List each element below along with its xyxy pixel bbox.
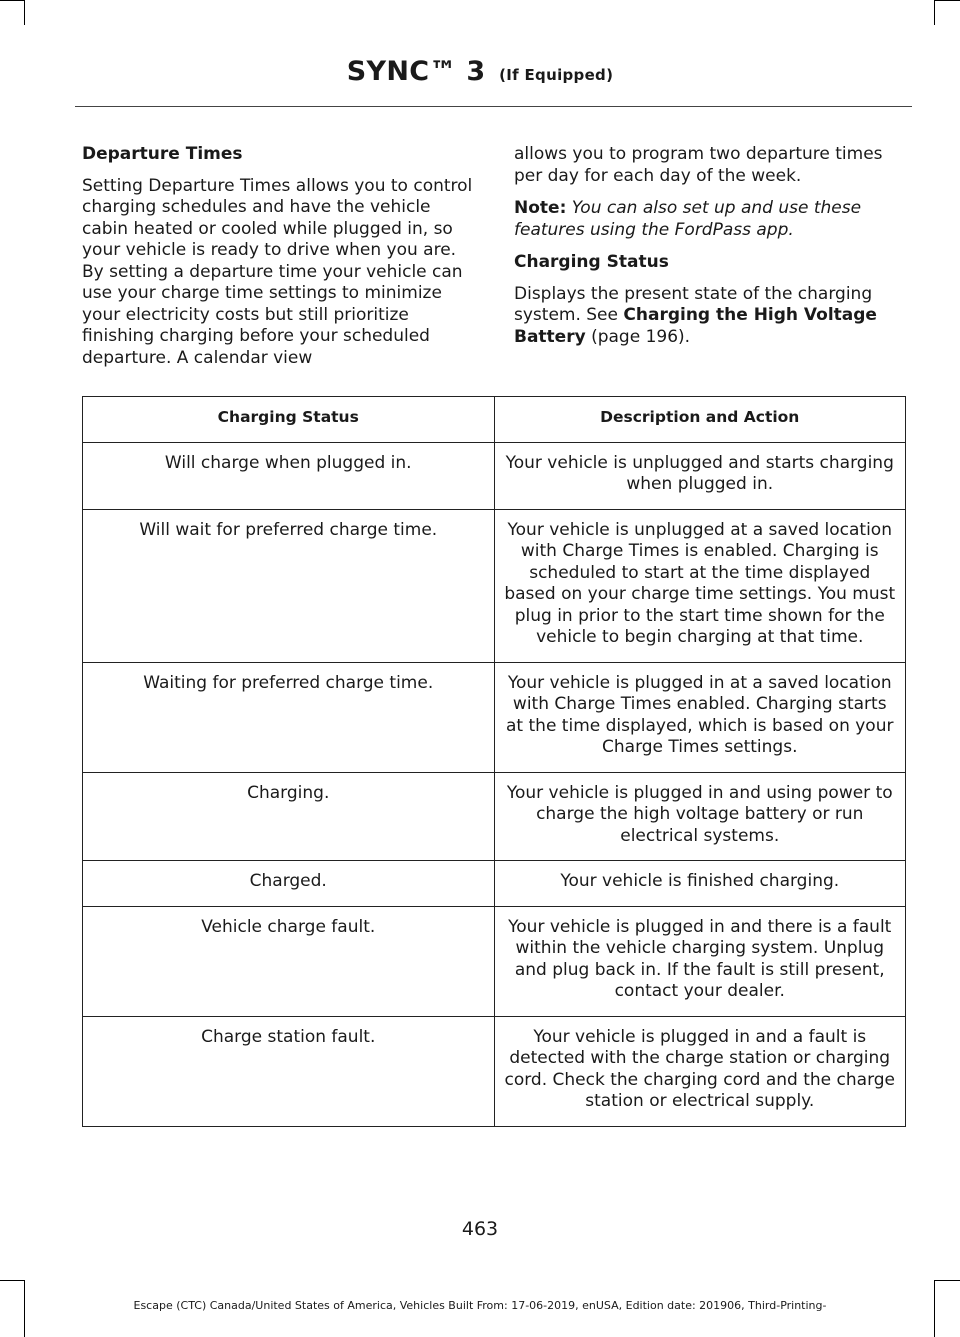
departure-times-continued: allows you to program two departure times per day for each day of the week.	[514, 144, 883, 186]
note	[514, 198, 909, 241]
description-cell: Your vehicle is unplugged at a saved location with Charge Times is enabled. Charging is scheduled to start at the time displayed based on your charge time settings. You must plug in prior to the start time shown for the vehicle to begin charging at that time.	[494, 509, 906, 662]
left-column	[82, 144, 477, 380]
page-number: 463	[461, 1218, 499, 1240]
status-cell: Vehicle charge fault.	[83, 906, 495, 1016]
column-header-charging-status: Charging Status	[83, 397, 495, 443]
description-cell: Your vehicle is finished charging.	[494, 861, 906, 907]
header-subtitle: (If Equipped)	[499, 66, 614, 84]
table-row	[83, 861, 906, 907]
description-cell: Your vehicle is plugged in at a saved location with Charge Times enabled. Charging starts at the time displayed, which is based on your Charge Times settings.	[494, 662, 906, 772]
table-row	[83, 1016, 906, 1126]
crop-mark	[934, 0, 935, 25]
crop-mark	[0, 0, 25, 1]
section-heading-charging-status: Charging Status	[514, 252, 669, 272]
page-reference: (page 196).	[591, 326, 691, 347]
table-row	[83, 662, 906, 772]
right-column	[514, 144, 909, 359]
table-row	[83, 772, 906, 861]
description-cell: Your vehicle is plugged in and a fault is detected with the charge station or charging cord. Check the charging cord and the charge station or electrical supply.	[494, 1016, 906, 1126]
description-cell: Your vehicle is plugged in and there is a fault within the vehicle charging system. Unplug and plug back in. If the fault is still present, contact your dealer.	[494, 906, 906, 1016]
note-label: Note:	[514, 198, 567, 218]
table-row	[83, 509, 906, 662]
table-header-row	[83, 397, 906, 443]
charging-status-text: Displays the present state of the charging system. See	[514, 283, 873, 325]
page-footer: Escape (CTC) Canada/United States of America, Vehicles Built From: 17-06-2019, enUSA, Edition date: 201906, Third-Printing-	[133, 1299, 827, 1312]
description-cell: Your vehicle is unplugged and starts charging when plugged in.	[494, 442, 906, 509]
page-header	[0, 56, 960, 87]
table-row	[83, 442, 906, 509]
charging-status-paragraph	[514, 284, 909, 349]
status-cell: Will wait for preferred charge time.	[83, 509, 495, 662]
crop-mark	[934, 1280, 960, 1281]
status-cell: Waiting for preferred charge time.	[83, 662, 495, 772]
status-cell: Charging.	[83, 772, 495, 861]
crop-mark	[934, 0, 960, 1]
description-cell: Your vehicle is plugged in and using power to charge the high voltage battery or run electrical systems.	[494, 772, 906, 861]
table-row	[83, 906, 906, 1016]
crop-mark	[0, 1280, 25, 1281]
section-heading-departure-times: Departure Times	[82, 144, 243, 164]
charging-hv-battery-link[interactable]: Charging the High Voltage Battery	[514, 305, 877, 347]
column-header-description: Description and Action	[494, 397, 906, 443]
status-cell: Will charge when plugged in.	[83, 442, 495, 509]
crop-mark	[24, 0, 25, 25]
header-title: SYNC™ 3	[346, 56, 486, 87]
status-cell: Charged.	[83, 861, 495, 907]
note-text: You can also set up and use these features using the FordPass app.	[514, 198, 862, 240]
status-cell: Charge station fault.	[83, 1016, 495, 1126]
departure-times-paragraph: Setting Departure Times allows you to control charging schedules and have the vehicle cabin heated or cooled while plugged in, so your vehicle is ready to drive when you are. By setting a departure time your vehicle can use your charge time settings to minimize your electricity costs but still prioritize finishing charging before your scheduled departure. A calendar view	[82, 175, 473, 368]
charging-status-table	[82, 396, 906, 1127]
header-divider	[75, 106, 912, 107]
